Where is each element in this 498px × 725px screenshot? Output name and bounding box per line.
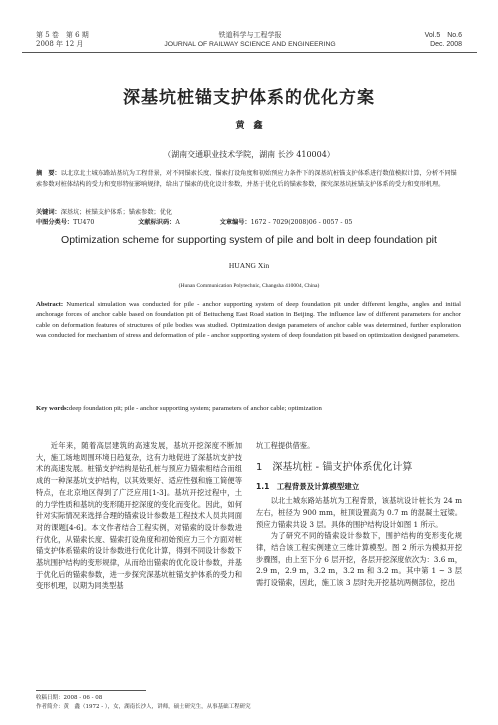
- journal-name-zh: 铁道科学与工程学报: [218, 31, 282, 39]
- issue-number: 第 5 卷 第 6 期: [36, 31, 89, 39]
- abstract-zh-text: 以北京北土城东路站基坑为工程背景，对不同锚索长度、锚索打设角度和初始预应力条件下的深基坑桩锚支护体系进行数值模拟计算，分析不同锚索参数对桩体结构的受力和变形特征影响规律，给出了锚索的优化设计参数，并基于优化后的锚索参数，探究深基坑桩锚支护体系的受力和变形机理。: [36, 170, 457, 188]
- doc-code-value: A: [175, 219, 180, 226]
- author-en: HUANG Xin: [228, 261, 270, 270]
- intro-continuation: 坑工程提供借鉴。: [256, 441, 315, 450]
- background-paragraph: 以北土城东路站基坑为工程背景，该基坑设计桩长为 24 m 左右，桩径为 900 mm，桩顶设置高为 0.7 m 的混凝土冠梁。预应力锚索共设 3 层。具体的围护结构设计如图 1 所示。: [256, 496, 462, 529]
- clc-label: 中图分类号：: [36, 219, 74, 226]
- abstract-en: [36, 300, 461, 342]
- keywords-zh: [36, 208, 461, 218]
- keywords-en: [36, 404, 461, 414]
- article-number-value: 1672 - 7029(2008)06 - 0057 - 05: [250, 219, 353, 226]
- keywords-en-text: deep foundation pit; pile - anchor supporting system; parameters of anchor cable; optimization: [68, 405, 322, 412]
- affiliation-en: (Hunan Communication Polytechnic, Changsha 410004, China): [178, 283, 320, 289]
- clc-value: TU470: [73, 219, 95, 226]
- header-rule: [22, 52, 477, 53]
- classification-line: [36, 218, 461, 228]
- section-1-heading: 1 深基坑桩 - 锚支护体系优化计算: [256, 461, 413, 473]
- journal-name-en: JOURNAL OF RAILWAY SCIENCE AND ENGINEERING: [164, 41, 336, 48]
- model-paragraph: 为了研究不同的锚索设计参数下，围护结构的变形变化规律，结合该工程实例建立三维计算模型。图 2 所示为模拟开挖步骤图，由上至下分 6 层开挖，各层开挖深度依次为：3.6 m，2.9 m，2.9 m，3.2 m，3.2 m 和 3.2 m。其中第 1 ~ 3 层需打设锚索，因此，施工该 3 层时先开挖基坑两侧部位，挖出: [256, 531, 462, 588]
- doc-code-label: 文献标识码：: [138, 219, 176, 226]
- author-biography: 作者简介：黄 鑫（1972 - ），女，湖南长沙人，讲师，硕士研究生，从事基础工程研究: [36, 704, 251, 710]
- volume-number: Vol.5 No.6: [424, 32, 462, 39]
- article-number-label: 文章编号：: [219, 219, 251, 226]
- keywords-en-label: Key words:: [36, 405, 69, 412]
- volume-date: Dec. 2008: [430, 41, 462, 48]
- keywords-zh-text: 深基坑；桩锚支护体系；锚索参数；优化: [60, 209, 173, 216]
- paper-title-zh: 深基坑桩锚支护体系的优化方案: [123, 88, 375, 108]
- intro-paragraph: 近年来，随着高层建筑的高速发展，基坑开挖深度不断加大，施工场地周围环境日趋复杂，这有力地促进了深基坑支护技术的高速发展。桩锚支护结构是钻孔桩与预应力锚索相结合而组成的一种深基坑支护结构，以其效果好、适应性强和施工简便等特点，在北京地区得到了广泛应用[1-3]。基坑开挖过程中，土的力学性质和基坑的变形随开挖深度的变化而变化。因此，如何针对实际情况来选择合理的锚索设计参数是工程技术人员共同面对的课题[4-6]。本文作者结合工程实例，对锚索的设计参数进行优化，从锚索长度、锚索打设角度和初始预应力三个方面对桩锚支护体系锚索的设计参数进行优化计算，得到不同设计参数下基坑围护结构的变形规律，从而给出锚索的优化设计参数，并基于优化后的锚索参数，进一步探究深基坑桩锚支护体系的受力和变形机理，以期为同类型基: [36, 441, 242, 591]
- section-1-1-heading: 1.1 工程背景及计算模型建立: [256, 482, 360, 492]
- issue-date: 2008 年 12 月: [36, 40, 84, 48]
- author-zh: 黄 鑫: [235, 121, 263, 131]
- affiliation-zh: （湖南交通职业技术学院，湖南 长沙 410004）: [163, 150, 335, 159]
- body-right-column: [256, 440, 462, 589]
- footnote-rule: [36, 690, 146, 691]
- abstract-en-text: Numerical simulation was conducted for pile - anchor supporting system of deep foundation pit under different lengths, angles and initial anchorage forces of anchor cable based on foundation pit of Beitucheng East Road station in Beijing. The influence law of different parameters for anchor cable on deformation features of structures of pile bodies was studied. Optimization design parameters of anchor cable was determined, further exploration was conducted for mechanism of stress and deformation of pile - anchor supporting system of deep foundation pit based on optimization designed parameters.: [36, 301, 461, 340]
- keywords-zh-label: 关键词：: [36, 209, 61, 216]
- abstract-zh-label: 摘 要：: [36, 170, 61, 177]
- journal-name: [130, 31, 370, 49]
- abstract-en-label: Abstract:: [36, 301, 64, 308]
- paper-title-en: Optimization scheme for supporting system of pile and bolt in deep foundation pit: [61, 234, 437, 246]
- footnote: [36, 694, 456, 712]
- abstract-zh: [36, 169, 461, 190]
- received-date: 收稿日期：2008 - 06 - 08: [36, 695, 103, 701]
- volume-info: [400, 31, 462, 49]
- body-left-column: [36, 440, 242, 592]
